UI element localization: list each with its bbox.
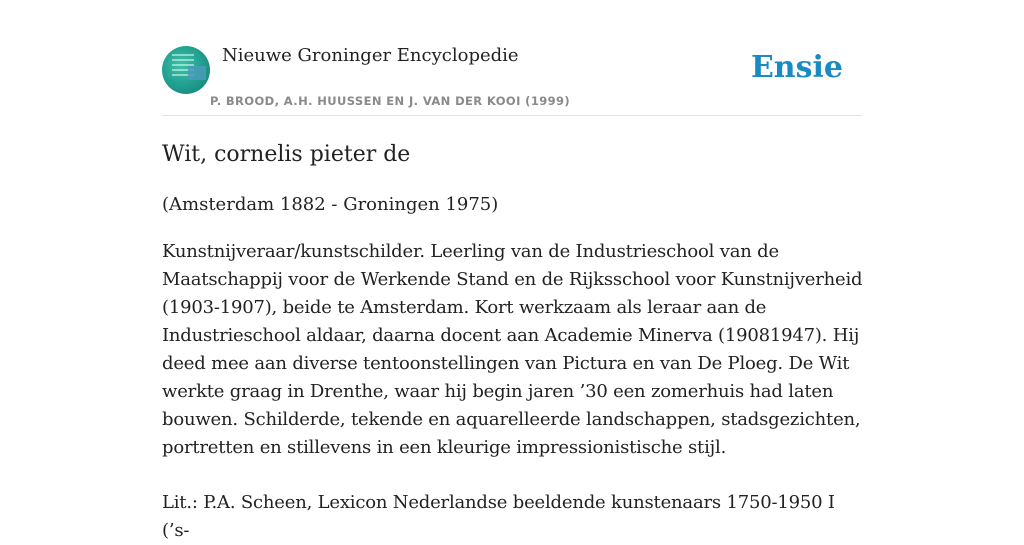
book-cover-thumbnail[interactable]: [162, 46, 210, 94]
header-divider: [162, 115, 862, 116]
ensie-logo[interactable]: Ensie: [750, 50, 843, 85]
source-authors: P. BROOD, A.H. HUUSSEN EN J. VAN DER KOOI (1999): [210, 94, 571, 108]
cover-map-graphic: [188, 66, 206, 80]
article-headword: Wit, cornelis pieter de: [162, 142, 411, 167]
article-literature: Lit.: P.A. Scheen, Lexicon Nederlandse beeldende kunstenaars 1750-1950 I (’s-: [162, 492, 835, 541]
source-title[interactable]: Nieuwe Groninger Encyclopedie: [222, 45, 519, 66]
article-content: [162, 140, 866, 545]
article-subline: (Amsterdam 1882 - Groningen 1975): [162, 194, 499, 215]
article-body: Kunstnijveraar/kunstschilder. Leerling van de Industrieschool van de Maatschappij voor de Werkende Stand en de Rijksschool voor Kunstnijverheid (1903-1907), beide te Amsterdam. Kort werkzaam als leraar aan de Industrieschool aldaar, daarna docent aan Academie Minerva (19081947). Hij deed mee aan diverse tentoonstellingen van Pictura en van De Ploeg. De Wit werkte graag in Drenthe, waar hij begin jaren ’30 een zomerhuis had laten bouwen. Schilderde, tekende en aquarelleerde landschappen, stadsgezichten, portretten en stillevens in een kleurige impressionistische stijl.: [162, 241, 863, 458]
